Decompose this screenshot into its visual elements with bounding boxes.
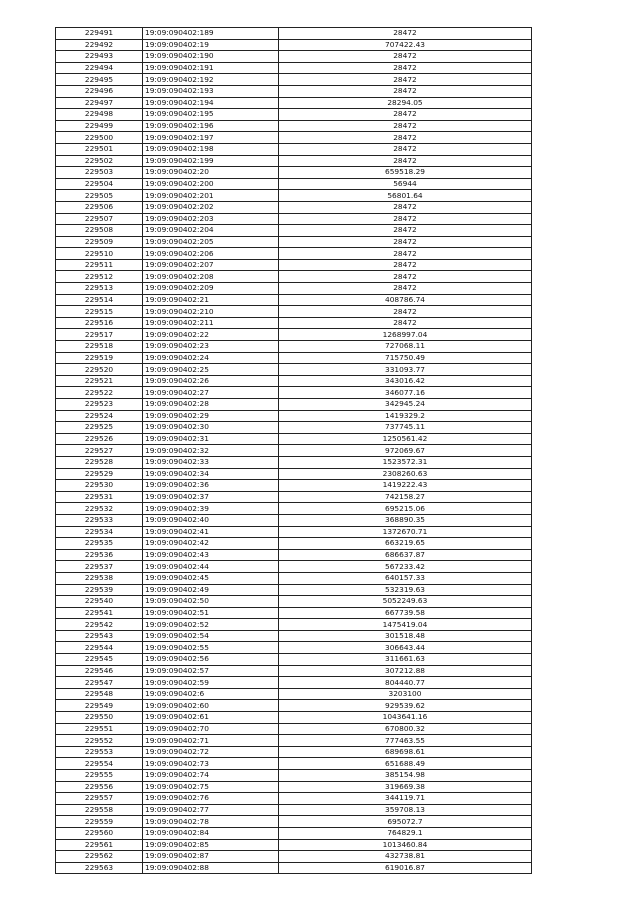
row-id-cell: 229552 xyxy=(56,735,143,747)
row-id-cell: 229539 xyxy=(56,584,143,596)
table-row xyxy=(56,596,532,608)
cadastral-number-cell: 19:09:090402:39 xyxy=(143,503,279,515)
table-row xyxy=(56,572,532,584)
row-id-cell: 229523 xyxy=(56,399,143,411)
amount-cell: 306643.44 xyxy=(279,642,532,654)
amount-cell: 343016.42 xyxy=(279,375,532,387)
amount-cell: 1419329.2 xyxy=(279,410,532,422)
amount-cell: 28472 xyxy=(279,283,532,295)
amount-cell: 715750.49 xyxy=(279,352,532,364)
amount-cell: 28472 xyxy=(279,51,532,63)
cadastral-number-cell: 19:09:090402:37 xyxy=(143,491,279,503)
table-row xyxy=(56,433,532,445)
cadastral-number-cell: 19:09:090402:84 xyxy=(143,827,279,839)
amount-cell: 1475419.04 xyxy=(279,619,532,631)
row-id-cell: 229562 xyxy=(56,851,143,863)
table-row xyxy=(56,51,532,63)
amount-cell: 532319.63 xyxy=(279,584,532,596)
table-row xyxy=(56,178,532,190)
cadastral-number-cell: 19:09:090402:44 xyxy=(143,561,279,573)
cadastral-number-cell: 19:09:090402:6 xyxy=(143,688,279,700)
row-id-cell: 229556 xyxy=(56,781,143,793)
table-row xyxy=(56,630,532,642)
row-id-cell: 229531 xyxy=(56,491,143,503)
row-id-cell: 229519 xyxy=(56,352,143,364)
cadastral-number-cell: 19:09:090402:56 xyxy=(143,654,279,666)
table-row xyxy=(56,480,532,492)
row-id-cell: 229507 xyxy=(56,213,143,225)
cadastral-number-cell: 19:09:090402:32 xyxy=(143,445,279,457)
table-row xyxy=(56,155,532,167)
row-id-cell: 229542 xyxy=(56,619,143,631)
cadastral-number-cell: 19:09:090402:190 xyxy=(143,51,279,63)
table-row xyxy=(56,62,532,74)
cadastral-number-cell: 19:09:090402:74 xyxy=(143,770,279,782)
row-id-cell: 229548 xyxy=(56,688,143,700)
table-row xyxy=(56,526,532,538)
amount-cell: 28472 xyxy=(279,109,532,121)
row-id-cell: 229553 xyxy=(56,746,143,758)
amount-cell: 301518.48 xyxy=(279,630,532,642)
table-row xyxy=(56,213,532,225)
table-row xyxy=(56,97,532,109)
row-id-cell: 229537 xyxy=(56,561,143,573)
cadastral-number-cell: 19:09:090402:22 xyxy=(143,329,279,341)
table-row xyxy=(56,607,532,619)
row-id-cell: 229538 xyxy=(56,572,143,584)
amount-cell: 1372670.71 xyxy=(279,526,532,538)
cadastral-number-cell: 19:09:090402:199 xyxy=(143,155,279,167)
table-row xyxy=(56,306,532,318)
cadastral-number-cell: 19:09:090402:194 xyxy=(143,97,279,109)
amount-cell: 695072.7 xyxy=(279,816,532,828)
cadastral-number-cell: 19:09:090402:19 xyxy=(143,39,279,51)
amount-cell: 28294.05 xyxy=(279,97,532,109)
table-row xyxy=(56,665,532,677)
amount-cell: 28472 xyxy=(279,143,532,155)
cadastral-number-cell: 19:09:090402:33 xyxy=(143,456,279,468)
row-id-cell: 229509 xyxy=(56,236,143,248)
table-row xyxy=(56,456,532,468)
row-id-cell: 229508 xyxy=(56,225,143,237)
cadastral-number-cell: 19:09:090402:27 xyxy=(143,387,279,399)
cadastral-number-cell: 19:09:090402:31 xyxy=(143,433,279,445)
row-id-cell: 229525 xyxy=(56,422,143,434)
row-id-cell: 229541 xyxy=(56,607,143,619)
table-row xyxy=(56,39,532,51)
cadastral-number-cell: 19:09:090402:203 xyxy=(143,213,279,225)
cadastral-number-cell: 19:09:090402:191 xyxy=(143,62,279,74)
row-id-cell: 229546 xyxy=(56,665,143,677)
cadastral-number-cell: 19:09:090402:43 xyxy=(143,549,279,561)
table-body xyxy=(56,28,532,874)
cadastral-number-cell: 19:09:090402:77 xyxy=(143,804,279,816)
cadastral-number-cell: 19:09:090402:193 xyxy=(143,85,279,97)
amount-cell: 368890.35 xyxy=(279,514,532,526)
table-row xyxy=(56,445,532,457)
amount-cell: 28472 xyxy=(279,74,532,86)
row-id-cell: 229549 xyxy=(56,700,143,712)
table-row xyxy=(56,549,532,561)
cadastral-number-cell: 19:09:090402:202 xyxy=(143,201,279,213)
row-id-cell: 229524 xyxy=(56,410,143,422)
cadastral-number-cell: 19:09:090402:30 xyxy=(143,422,279,434)
amount-cell: 28472 xyxy=(279,271,532,283)
amount-cell: 28472 xyxy=(279,317,532,329)
cadastral-number-cell: 19:09:090402:70 xyxy=(143,723,279,735)
table-row xyxy=(56,259,532,271)
cadastral-number-cell: 19:09:090402:51 xyxy=(143,607,279,619)
table-row xyxy=(56,561,532,573)
table-row xyxy=(56,132,532,144)
row-id-cell: 229510 xyxy=(56,248,143,260)
amount-cell: 727068.11 xyxy=(279,341,532,353)
amount-cell: 307212.88 xyxy=(279,665,532,677)
cadastral-number-cell: 19:09:090402:54 xyxy=(143,630,279,642)
amount-cell: 28472 xyxy=(279,155,532,167)
row-id-cell: 229522 xyxy=(56,387,143,399)
row-id-cell: 229520 xyxy=(56,364,143,376)
row-id-cell: 229505 xyxy=(56,190,143,202)
row-id-cell: 229528 xyxy=(56,456,143,468)
table-row xyxy=(56,109,532,121)
cadastral-number-cell: 19:09:090402:201 xyxy=(143,190,279,202)
cadastral-number-cell: 19:09:090402:34 xyxy=(143,468,279,480)
amount-cell: 28472 xyxy=(279,132,532,144)
table-row xyxy=(56,317,532,329)
row-id-cell: 229498 xyxy=(56,109,143,121)
row-id-cell: 229511 xyxy=(56,259,143,271)
table-row xyxy=(56,329,532,341)
amount-cell: 28472 xyxy=(279,120,532,132)
row-id-cell: 229503 xyxy=(56,167,143,179)
row-id-cell: 229560 xyxy=(56,827,143,839)
amount-cell: 408786.74 xyxy=(279,294,532,306)
amount-cell: 619016.87 xyxy=(279,862,532,874)
table-row xyxy=(56,700,532,712)
cadastral-number-cell: 19:09:090402:26 xyxy=(143,375,279,387)
amount-cell: 28472 xyxy=(279,213,532,225)
cadastral-number-cell: 19:09:090402:21 xyxy=(143,294,279,306)
amount-cell: 689698.61 xyxy=(279,746,532,758)
table-row xyxy=(56,375,532,387)
cadastral-number-cell: 19:09:090402:210 xyxy=(143,306,279,318)
amount-cell: 764829.1 xyxy=(279,827,532,839)
cadastral-number-cell: 19:09:090402:73 xyxy=(143,758,279,770)
cadastral-number-cell: 19:09:090402:25 xyxy=(143,364,279,376)
table-row xyxy=(56,28,532,40)
table-row xyxy=(56,816,532,828)
cadastral-number-cell: 19:09:090402:205 xyxy=(143,236,279,248)
row-id-cell: 229492 xyxy=(56,39,143,51)
row-id-cell: 229534 xyxy=(56,526,143,538)
row-id-cell: 229514 xyxy=(56,294,143,306)
amount-cell: 28472 xyxy=(279,201,532,213)
amount-cell: 686637.87 xyxy=(279,549,532,561)
table-row xyxy=(56,283,532,295)
amount-cell: 651688.49 xyxy=(279,758,532,770)
row-id-cell: 229526 xyxy=(56,433,143,445)
cadastral-number-cell: 19:09:090402:45 xyxy=(143,572,279,584)
cadastral-number-cell: 19:09:090402:195 xyxy=(143,109,279,121)
amount-cell: 1419222.43 xyxy=(279,480,532,492)
cadastral-number-cell: 19:09:090402:29 xyxy=(143,410,279,422)
cadastral-number-cell: 19:09:090402:85 xyxy=(143,839,279,851)
cadastral-number-cell: 19:09:090402:71 xyxy=(143,735,279,747)
row-id-cell: 229517 xyxy=(56,329,143,341)
cadastral-number-cell: 19:09:090402:57 xyxy=(143,665,279,677)
cadastral-number-cell: 19:09:090402:59 xyxy=(143,677,279,689)
amount-cell: 5052249.63 xyxy=(279,596,532,608)
row-id-cell: 229493 xyxy=(56,51,143,63)
row-id-cell: 229559 xyxy=(56,816,143,828)
amount-cell: 342945.24 xyxy=(279,399,532,411)
amount-cell: 567233.42 xyxy=(279,561,532,573)
row-id-cell: 229513 xyxy=(56,283,143,295)
table-row xyxy=(56,143,532,155)
amount-cell: 319669.38 xyxy=(279,781,532,793)
table-row xyxy=(56,642,532,654)
table-row xyxy=(56,167,532,179)
amount-cell: 640157.33 xyxy=(279,572,532,584)
table-row xyxy=(56,236,532,248)
amount-cell: 737745.11 xyxy=(279,422,532,434)
cadastral-number-cell: 19:09:090402:211 xyxy=(143,317,279,329)
row-id-cell: 229512 xyxy=(56,271,143,283)
cadastral-number-cell: 19:09:090402:75 xyxy=(143,781,279,793)
table-row xyxy=(56,468,532,480)
table-row xyxy=(56,677,532,689)
cadastral-number-cell: 19:09:090402:200 xyxy=(143,178,279,190)
table-row xyxy=(56,387,532,399)
amount-cell: 344119.71 xyxy=(279,793,532,805)
row-id-cell: 229500 xyxy=(56,132,143,144)
amount-cell: 659518.29 xyxy=(279,167,532,179)
row-id-cell: 229558 xyxy=(56,804,143,816)
row-id-cell: 229494 xyxy=(56,62,143,74)
row-id-cell: 229561 xyxy=(56,839,143,851)
row-id-cell: 229530 xyxy=(56,480,143,492)
amount-cell: 56801.64 xyxy=(279,190,532,202)
table-row xyxy=(56,712,532,724)
cadastral-number-cell: 19:09:090402:192 xyxy=(143,74,279,86)
amount-cell: 1013460.84 xyxy=(279,839,532,851)
cadastral-number-cell: 19:09:090402:52 xyxy=(143,619,279,631)
cadastral-number-cell: 19:09:090402:40 xyxy=(143,514,279,526)
row-id-cell: 229540 xyxy=(56,596,143,608)
row-id-cell: 229535 xyxy=(56,538,143,550)
amount-cell: 28472 xyxy=(279,248,532,260)
amount-cell: 385154.98 xyxy=(279,770,532,782)
table-row xyxy=(56,514,532,526)
cadastral-number-cell: 19:09:090402:42 xyxy=(143,538,279,550)
row-id-cell: 229506 xyxy=(56,201,143,213)
row-id-cell: 229521 xyxy=(56,375,143,387)
table-row xyxy=(56,851,532,863)
table-row xyxy=(56,619,532,631)
row-id-cell: 229544 xyxy=(56,642,143,654)
table-row xyxy=(56,422,532,434)
cadastral-number-cell: 19:09:090402:61 xyxy=(143,712,279,724)
cadastral-number-cell: 19:09:090402:41 xyxy=(143,526,279,538)
amount-cell: 331093.77 xyxy=(279,364,532,376)
cadastral-number-cell: 19:09:090402:207 xyxy=(143,259,279,271)
table-row xyxy=(56,584,532,596)
cadastral-number-cell: 19:09:090402:55 xyxy=(143,642,279,654)
amount-cell: 929539.62 xyxy=(279,700,532,712)
cadastral-number-cell: 19:09:090402:208 xyxy=(143,271,279,283)
row-id-cell: 229495 xyxy=(56,74,143,86)
table-row xyxy=(56,399,532,411)
cadastral-number-cell: 19:09:090402:196 xyxy=(143,120,279,132)
row-id-cell: 229515 xyxy=(56,306,143,318)
amount-cell: 28472 xyxy=(279,236,532,248)
amount-cell: 28472 xyxy=(279,306,532,318)
table-row xyxy=(56,735,532,747)
cadastral-number-cell: 19:09:090402:60 xyxy=(143,700,279,712)
amount-cell: 972069.67 xyxy=(279,445,532,457)
table-row xyxy=(56,781,532,793)
row-id-cell: 229529 xyxy=(56,468,143,480)
row-id-cell: 229491 xyxy=(56,28,143,40)
table-row xyxy=(56,758,532,770)
amount-cell: 667739.58 xyxy=(279,607,532,619)
row-id-cell: 229499 xyxy=(56,120,143,132)
row-id-cell: 229554 xyxy=(56,758,143,770)
table-row xyxy=(56,654,532,666)
table-row xyxy=(56,538,532,550)
cadastral-number-cell: 19:09:090402:76 xyxy=(143,793,279,805)
cadastral-number-cell: 19:09:090402:87 xyxy=(143,851,279,863)
row-id-cell: 229545 xyxy=(56,654,143,666)
amount-cell: 1043641.16 xyxy=(279,712,532,724)
row-id-cell: 229497 xyxy=(56,97,143,109)
row-id-cell: 229557 xyxy=(56,793,143,805)
table-row xyxy=(56,746,532,758)
table-row xyxy=(56,688,532,700)
table-row xyxy=(56,225,532,237)
cadastral-number-cell: 19:09:090402:20 xyxy=(143,167,279,179)
row-id-cell: 229527 xyxy=(56,445,143,457)
cadastral-number-cell: 19:09:090402:197 xyxy=(143,132,279,144)
cadastral-number-cell: 19:09:090402:23 xyxy=(143,341,279,353)
amount-cell: 432738.81 xyxy=(279,851,532,863)
table-row xyxy=(56,723,532,735)
table-row xyxy=(56,491,532,503)
row-id-cell: 229533 xyxy=(56,514,143,526)
table-row xyxy=(56,201,532,213)
cadastral-number-cell: 19:09:090402:198 xyxy=(143,143,279,155)
amount-cell: 28472 xyxy=(279,259,532,271)
table-row xyxy=(56,804,532,816)
table-row xyxy=(56,862,532,874)
cadastral-number-cell: 19:09:090402:204 xyxy=(143,225,279,237)
table-row xyxy=(56,85,532,97)
amount-cell: 2308260.63 xyxy=(279,468,532,480)
table-row xyxy=(56,352,532,364)
row-id-cell: 229504 xyxy=(56,178,143,190)
row-id-cell: 229563 xyxy=(56,862,143,874)
table-row xyxy=(56,294,532,306)
cadastral-number-cell: 19:09:090402:28 xyxy=(143,399,279,411)
table-row xyxy=(56,271,532,283)
row-id-cell: 229516 xyxy=(56,317,143,329)
row-id-cell: 229543 xyxy=(56,630,143,642)
amount-cell: 359708.13 xyxy=(279,804,532,816)
table-row xyxy=(56,120,532,132)
cadastral-number-cell: 19:09:090402:24 xyxy=(143,352,279,364)
amount-cell: 663219.65 xyxy=(279,538,532,550)
amount-cell: 804440.77 xyxy=(279,677,532,689)
amount-cell: 3203100 xyxy=(279,688,532,700)
cadastral-number-cell: 19:09:090402:189 xyxy=(143,28,279,40)
amount-cell: 707422.43 xyxy=(279,39,532,51)
amount-cell: 1268997.04 xyxy=(279,329,532,341)
amount-cell: 1523572.31 xyxy=(279,456,532,468)
amount-cell: 28472 xyxy=(279,62,532,74)
row-id-cell: 229547 xyxy=(56,677,143,689)
row-id-cell: 229555 xyxy=(56,770,143,782)
table-row xyxy=(56,827,532,839)
row-id-cell: 229518 xyxy=(56,341,143,353)
amount-cell: 346077.16 xyxy=(279,387,532,399)
cadastral-number-cell: 19:09:090402:78 xyxy=(143,816,279,828)
row-id-cell: 229550 xyxy=(56,712,143,724)
amount-cell: 670800.32 xyxy=(279,723,532,735)
row-id-cell: 229532 xyxy=(56,503,143,515)
amount-cell: 56944 xyxy=(279,178,532,190)
amount-cell: 28472 xyxy=(279,85,532,97)
table-row xyxy=(56,248,532,260)
row-id-cell: 229536 xyxy=(56,549,143,561)
cadastral-number-cell: 19:09:090402:49 xyxy=(143,584,279,596)
table-row xyxy=(56,793,532,805)
amount-cell: 777463.55 xyxy=(279,735,532,747)
table-row xyxy=(56,503,532,515)
data-table xyxy=(55,27,532,874)
table-row xyxy=(56,190,532,202)
amount-cell: 742158.27 xyxy=(279,491,532,503)
table-row xyxy=(56,410,532,422)
amount-cell: 695215.06 xyxy=(279,503,532,515)
cadastral-number-cell: 19:09:090402:36 xyxy=(143,480,279,492)
cadastral-number-cell: 19:09:090402:209 xyxy=(143,283,279,295)
amount-cell: 311661.63 xyxy=(279,654,532,666)
cadastral-number-cell: 19:09:090402:206 xyxy=(143,248,279,260)
row-id-cell: 229551 xyxy=(56,723,143,735)
cadastral-number-cell: 19:09:090402:88 xyxy=(143,862,279,874)
amount-cell: 28472 xyxy=(279,28,532,40)
table-row xyxy=(56,341,532,353)
row-id-cell: 229496 xyxy=(56,85,143,97)
cadastral-number-cell: 19:09:090402:50 xyxy=(143,596,279,608)
table-row xyxy=(56,364,532,376)
table-row xyxy=(56,74,532,86)
table-row xyxy=(56,770,532,782)
row-id-cell: 229501 xyxy=(56,143,143,155)
amount-cell: 28472 xyxy=(279,225,532,237)
table-row xyxy=(56,839,532,851)
cadastral-number-cell: 19:09:090402:72 xyxy=(143,746,279,758)
row-id-cell: 229502 xyxy=(56,155,143,167)
amount-cell: 1250561.42 xyxy=(279,433,532,445)
